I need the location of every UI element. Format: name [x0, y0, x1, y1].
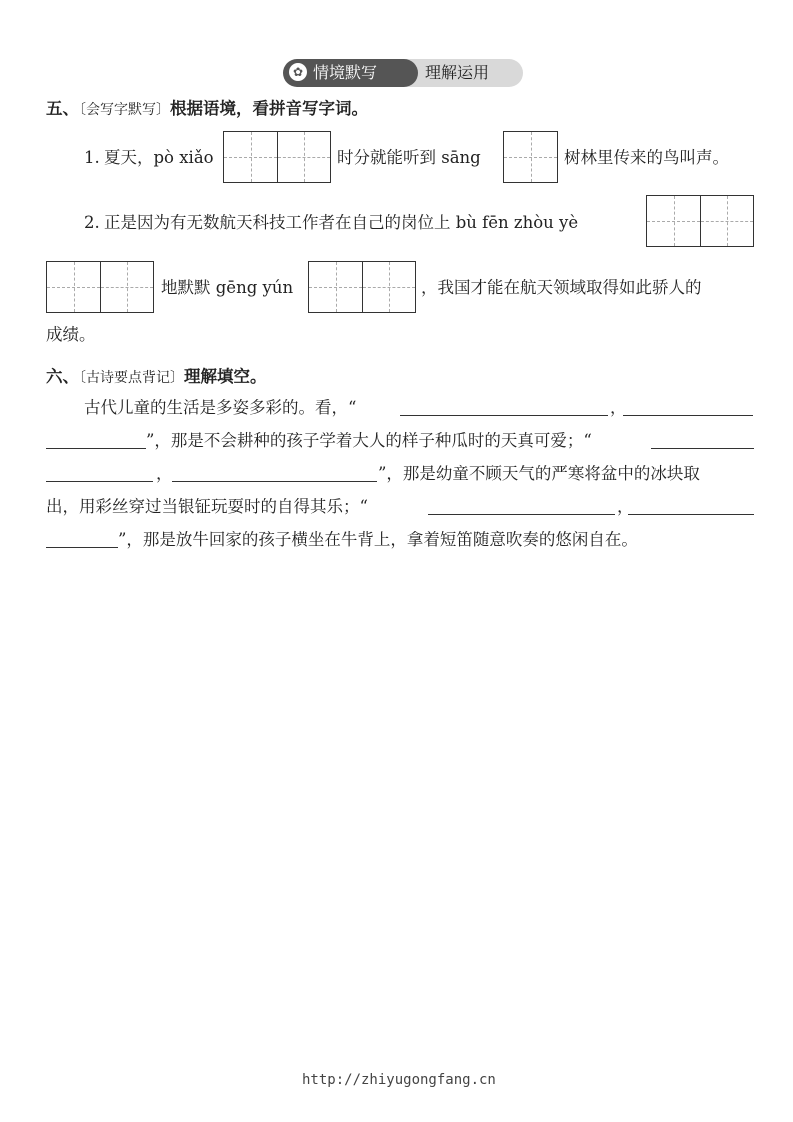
s6-comma: ，: [617, 497, 634, 516]
answer-blank[interactable]: [628, 496, 754, 515]
q2-text-d: 成绩。: [46, 325, 96, 344]
section6-number: 六、: [46, 367, 79, 386]
section6-instruction: 理解填空。: [184, 367, 267, 386]
q2-text-b: 地默默 gēng yún: [161, 278, 294, 297]
grid-cell[interactable]: [362, 262, 415, 312]
grid-cell[interactable]: [100, 262, 153, 312]
section5-instruction: 根据语境，看拼音写字词。: [170, 99, 368, 118]
q1-text-c: 树林里传来的鸟叫声。: [564, 148, 729, 167]
section-banner: [283, 59, 523, 87]
footer-url[interactable]: http://zhiyugongfang.cn: [302, 1072, 496, 1088]
q2-answer-grid-2[interactable]: [46, 261, 154, 313]
banner-left-pill: [283, 59, 418, 87]
s6-line2: ”，那是不会耕种的孩子学着大人的样子种瓜时的天真可爱；“: [146, 431, 592, 450]
section6-heading: [46, 367, 267, 388]
section6-tag: 〔古诗要点背记〕: [79, 370, 184, 386]
q1-num: 1.: [84, 148, 100, 167]
s6-line4a: 出，用彩丝穿过当银钲玩耍时的自得其乐；“: [46, 497, 368, 516]
answer-blank[interactable]: [46, 430, 146, 449]
s6-line3: ”，那是幼童不顾天气的严寒将盆中的冰块取: [378, 464, 700, 483]
answer-blank[interactable]: [651, 430, 754, 449]
answer-blank[interactable]: [46, 463, 153, 482]
s6-line5: ”，那是放牛回家的孩子横坐在牛背上，拿着短笛随意吹奏的悠闲自在。: [118, 530, 638, 549]
q2-answer-grid-3[interactable]: [308, 261, 416, 313]
s6-comma: ，: [156, 464, 173, 483]
s6-line1: 古代儿童的生活是多姿多彩的。看，“: [84, 398, 357, 417]
q1-answer-grid-2[interactable]: [503, 131, 558, 183]
banner-left-label: 情境默写: [313, 63, 378, 82]
q2-text-c: ，我国才能在航天领域取得如此骄人的: [421, 278, 702, 297]
grid-cell[interactable]: [700, 196, 753, 246]
grid-cell[interactable]: [47, 262, 100, 312]
answer-blank[interactable]: [623, 397, 753, 416]
q2-answer-grid-1[interactable]: [646, 195, 754, 247]
grid-cell[interactable]: [504, 132, 557, 182]
section5-number: 五、: [46, 99, 79, 118]
q1-text-b: 时分就能听到 sāng: [337, 148, 481, 167]
q1-text-a: 夏天，pò xiǎo: [104, 148, 214, 167]
grid-cell[interactable]: [277, 132, 330, 182]
q2-text-a: 正是因为有无数航天科技工作者在自己的岗位上 bù fēn zhòu yè: [104, 213, 579, 232]
q1-answer-grid-1[interactable]: [223, 131, 331, 183]
grid-cell[interactable]: [647, 196, 700, 246]
q2-num: 2.: [84, 213, 100, 232]
banner-right-label: 理解运用: [425, 63, 490, 82]
grid-cell[interactable]: [224, 132, 277, 182]
section5-tag: 〔会写字默写〕: [79, 102, 170, 118]
banner-right-pill: [405, 59, 523, 87]
answer-blank[interactable]: [428, 496, 615, 515]
section5-heading: [46, 99, 368, 120]
medal-icon: ✿: [289, 63, 307, 81]
s6-comma: ，: [610, 398, 627, 417]
answer-blank[interactable]: [172, 463, 377, 482]
answer-blank[interactable]: [400, 397, 608, 416]
grid-cell[interactable]: [309, 262, 362, 312]
answer-blank[interactable]: [46, 529, 118, 548]
